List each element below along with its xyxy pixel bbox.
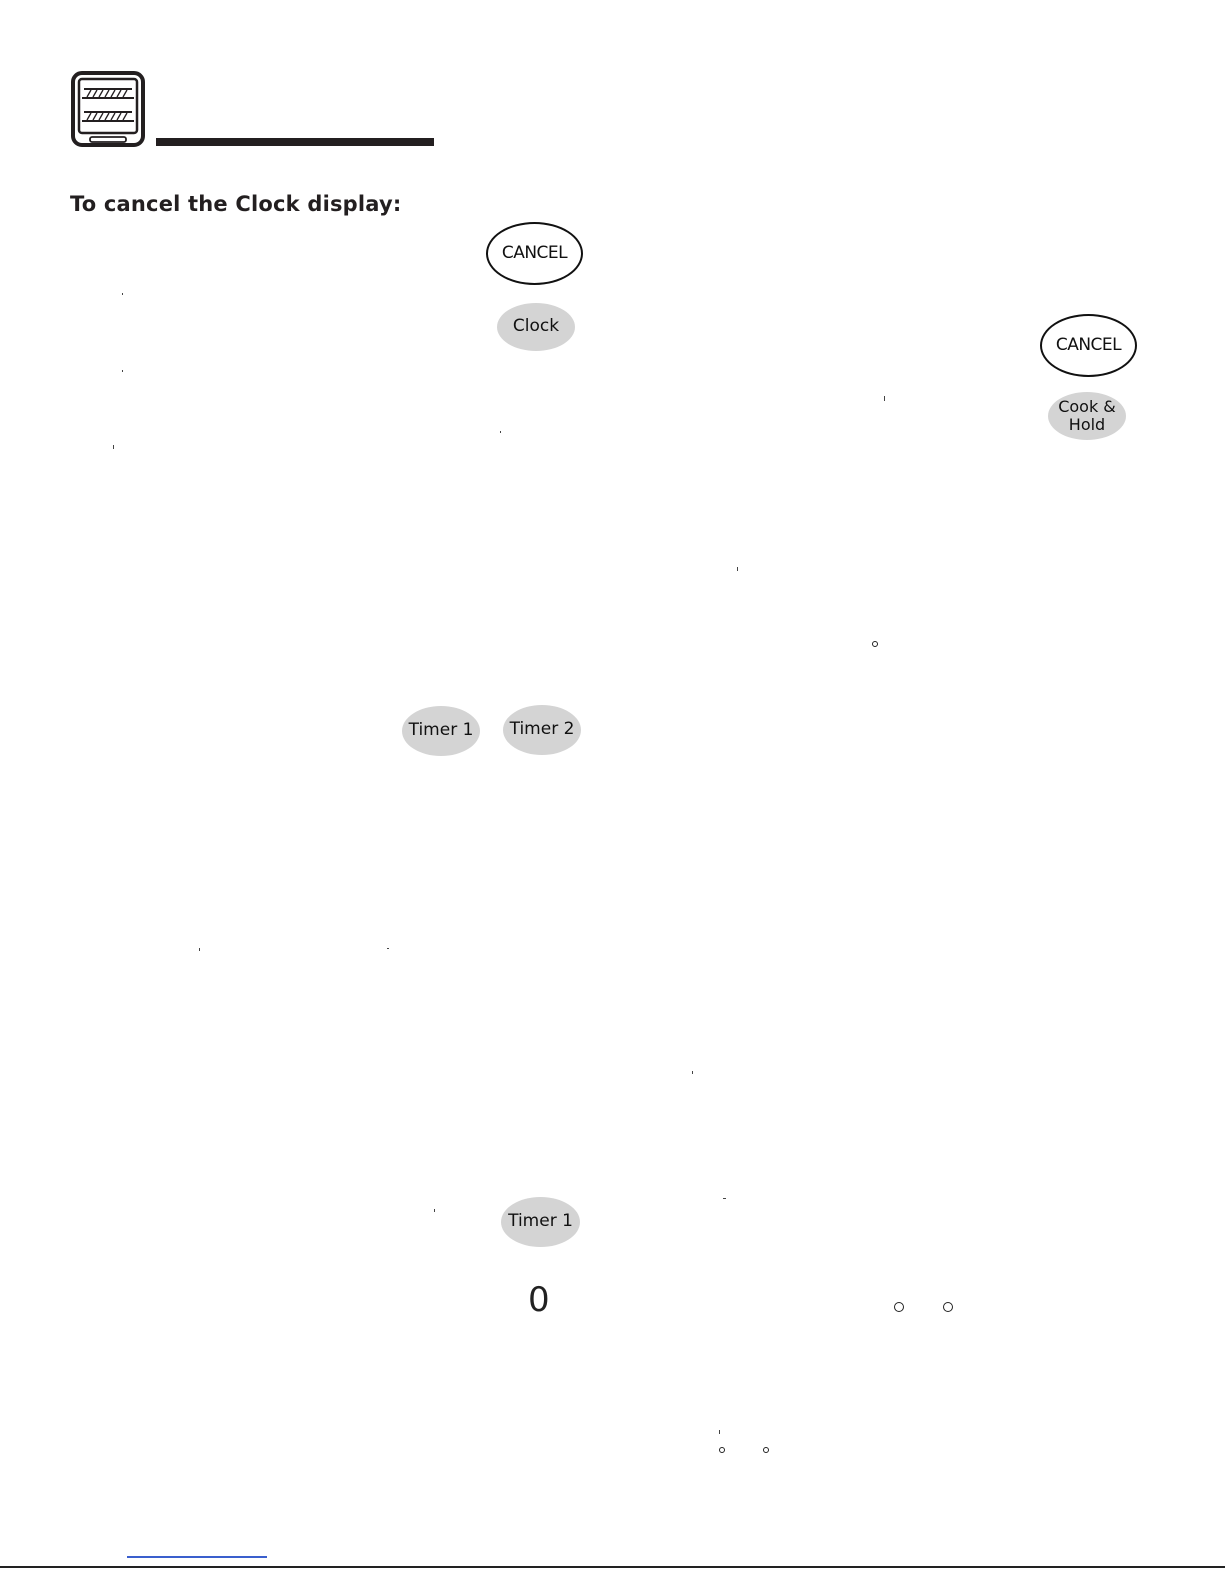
display-zero-digit: 0 (528, 1280, 550, 1320)
footer-link-underline[interactable] (127, 1556, 267, 1558)
print-mark (500, 431, 501, 433)
timer1-button-lower[interactable]: Timer 1 (501, 1197, 580, 1247)
oven-icon (70, 70, 146, 150)
section-heading: To cancel the Clock display: (70, 192, 402, 216)
cancel-button[interactable]: CANCEL (486, 222, 583, 285)
clock-button[interactable]: Clock (497, 303, 575, 351)
degree-icon (894, 1302, 904, 1312)
print-mark (723, 1198, 726, 1199)
print-mark (434, 1209, 435, 1212)
cook-hold-label-line1: Cook & (1058, 396, 1116, 416)
print-mark (199, 948, 200, 951)
cancel-button-right[interactable]: CANCEL (1040, 314, 1137, 377)
print-mark (387, 948, 389, 949)
print-mark (113, 445, 114, 449)
timer2-button[interactable]: Timer 2 (503, 705, 581, 755)
cook-and-hold-button[interactable] (1048, 392, 1126, 440)
degree-icon (719, 1447, 725, 1453)
print-mark (737, 567, 738, 571)
footer-rule (0, 1566, 1225, 1568)
degree-icon (872, 641, 878, 647)
print-mark (122, 370, 123, 372)
print-mark (692, 1071, 693, 1074)
print-mark (719, 1430, 720, 1434)
cook-hold-label-line2: Hold (1068, 415, 1106, 434)
timer1-button[interactable]: Timer 1 (402, 706, 480, 756)
degree-icon (763, 1447, 769, 1453)
print-mark (884, 396, 885, 401)
header-rule (156, 138, 434, 146)
print-mark (122, 293, 123, 295)
degree-icon (943, 1302, 953, 1312)
